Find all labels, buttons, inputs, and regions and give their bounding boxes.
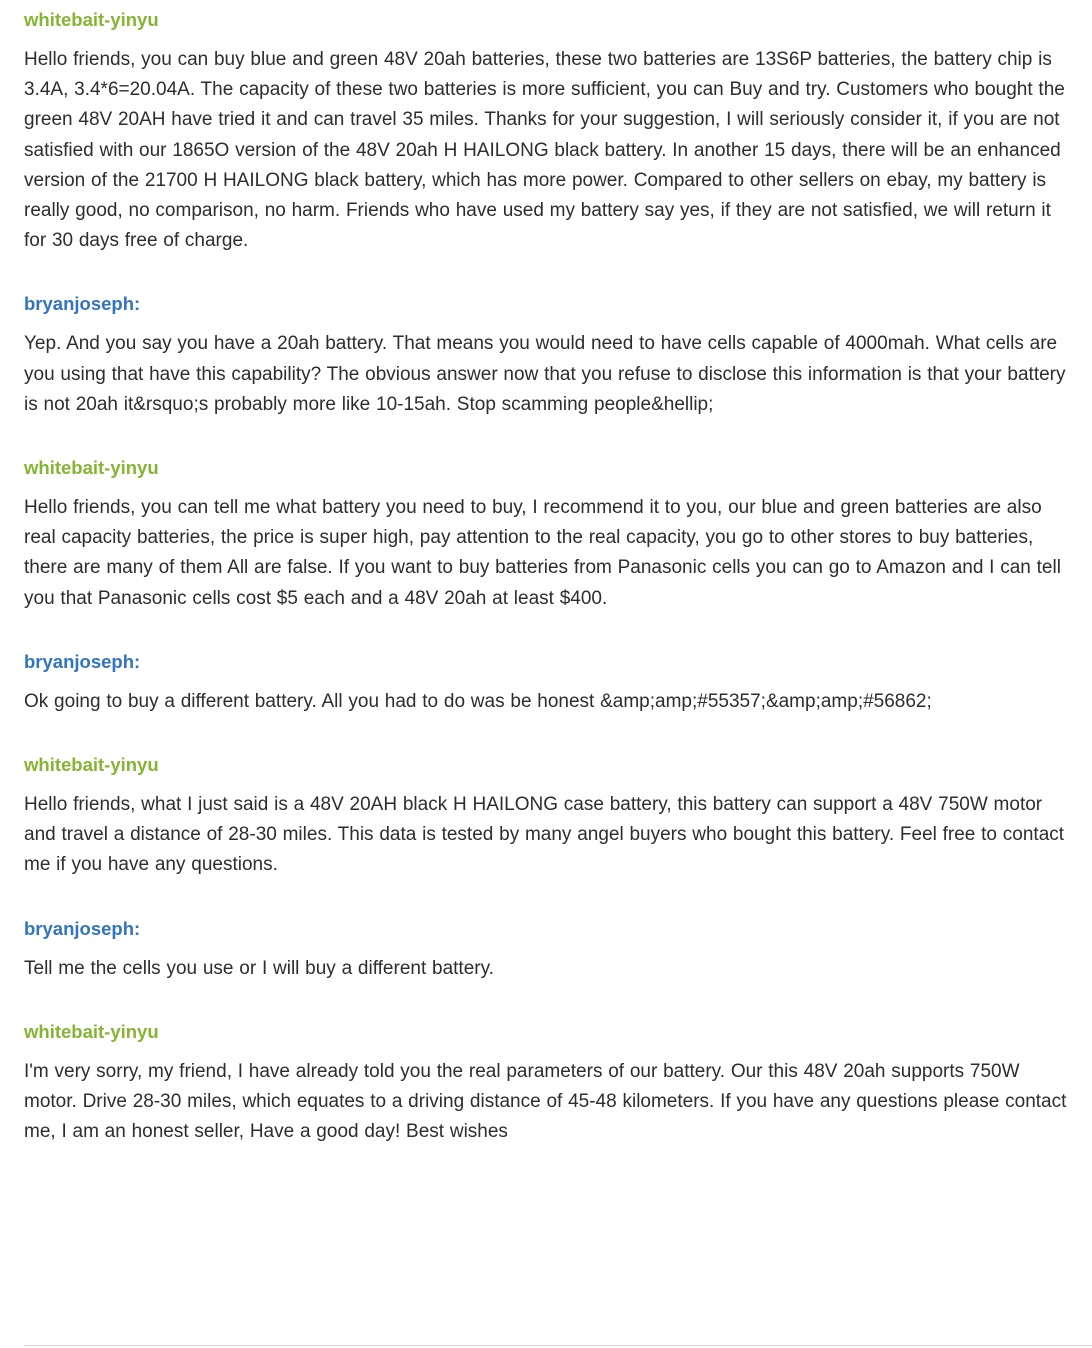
comment-text: Ok going to buy a different battery. All you had to do was be honest &amp;amp;#55357;&amp;amp;#56862; <box>24 690 932 712</box>
bottom-divider <box>24 1345 1092 1346</box>
comment-text: I'm very sorry, my friend, I have already told you the real parameters of our battery. Our this 48V 20ah supports 750W motor. Drive 28-30 miles, which equates to a driving distance of 45-48 kilometers. If you have any questions please contact me, I am an honest seller, Have a good day! Best wishes <box>24 1060 1067 1143</box>
comment-text: Hello friends, you can tell me what battery you need to buy, I recommend it to you, our blue and green batteries are also real capacity batteries, the price is super high, pay attention to the real capacity, you go to other stores to buy batteries, there are many of them All are false. If you want to buy batteries from Panasonic cells you can go to Amazon and I can tell you that Panasonic cells cost $5 each and a 48V 20ah at least $400. <box>24 497 1061 609</box>
comment-author-username: whitebait-yinyu <box>24 754 159 776</box>
comment <box>24 650 1068 717</box>
comment-text: Yep. And you say you have a 20ah battery. That means you would need to have cells capable of 4000mah. What cells are you using that have this capability? The obvious answer now that you refuse to disclose this information is that your battery is not 20ah it&rsquo;s probably more like 10-15ah. Stop scamming people&hellip; <box>24 333 1066 415</box>
comment-author-username: whitebait-yinyu <box>24 9 159 30</box>
comment-author-username: bryanjoseph: <box>24 917 141 939</box>
comment <box>24 1020 1068 1148</box>
comment-author-username: bryanjoseph: <box>24 650 141 672</box>
comment <box>24 8 1068 256</box>
comment <box>24 917 1068 984</box>
comment-author-username: bryanjoseph: <box>24 293 141 315</box>
comment-author-username: whitebait-yinyu <box>24 457 159 479</box>
comment-text: Hello friends, what I just said is a 48V 20AH black H HAILONG case battery, this battery can support a 48V 750W motor and travel a distance of 28-30 miles. This data is tested by many angel buyers who bought this battery. Feel free to contact me if you have any questions. <box>24 794 1065 876</box>
comment-author-username: whitebait-yinyu <box>24 1020 159 1042</box>
comment-text: Hello friends, you can buy blue and green 48V 20ah batteries, these two batteries are 13S6P batteries, the battery chip is 3.4A, 3.4*6=20.04A. The capacity of these two batteries is more sufficient, you can Buy and try. Customers who bought the green 48V 20AH have tried it and can travel 35 miles. Thanks for your suggestion, I will seriously consider it, if you are not satisfied with our 1865O version of the 48V 20ah H HAILONG black battery. In another 15 days, there will be an enhanced version of the 21700 H HAILONG black battery, which has more power. Compared to other sellers on ebay, my battery is really good, no comparison, no harm. Friends who have used my battery say yes, if they are not satisfied, we will return it for 30 days free of charge. <box>24 49 1065 252</box>
comment <box>24 753 1068 881</box>
comment-text: Tell me the cells you use or I will buy a different battery. <box>24 957 494 979</box>
comment <box>24 456 1068 614</box>
comment <box>24 292 1068 420</box>
